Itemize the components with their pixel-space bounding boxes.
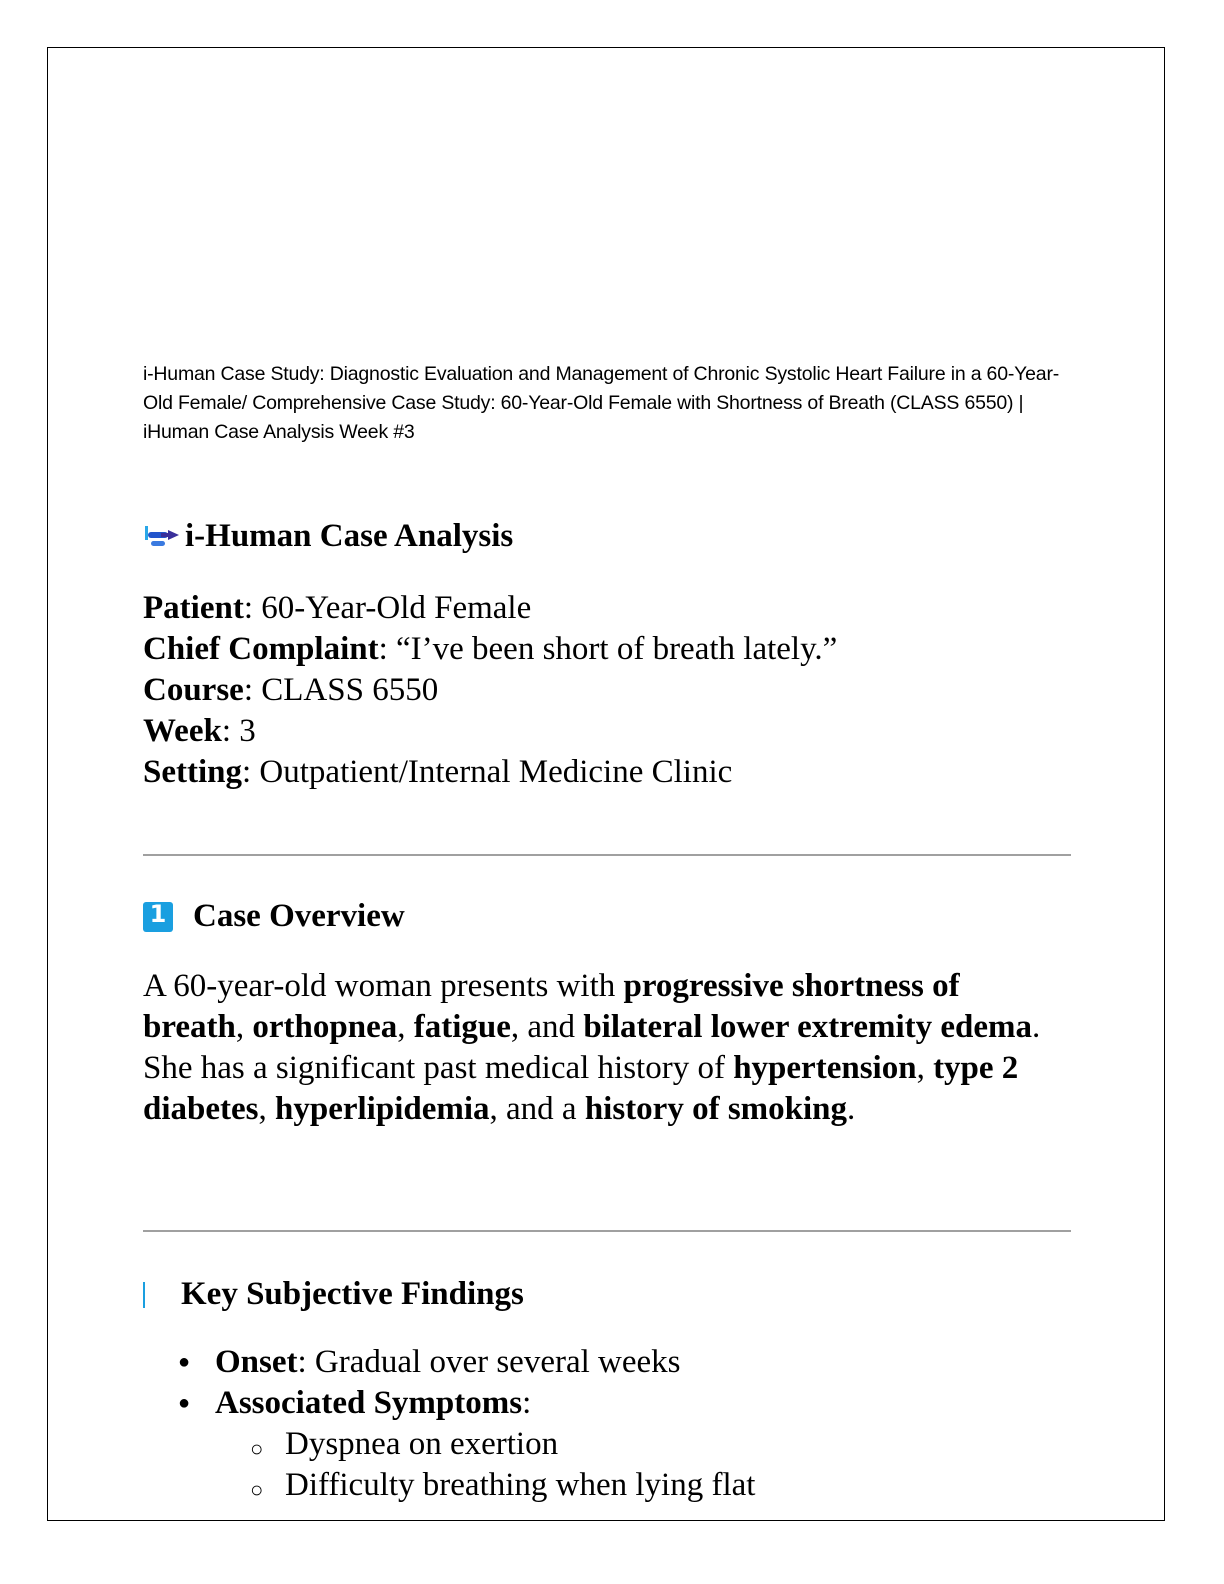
case-analysis-title — [143, 518, 513, 555]
emphasis-text: bilateral lower extremity edema — [583, 1009, 1033, 1045]
list-item — [143, 1383, 1063, 1424]
circle-bullet-icon: ○ — [250, 1477, 264, 1502]
meta-setting — [143, 752, 837, 793]
section-divider — [143, 854, 1071, 856]
sub-item-text: Dyspnea on exertion — [285, 1426, 559, 1462]
body-text: , — [397, 1009, 414, 1045]
sub-item-text: Difficulty breathing when lying flat — [285, 1467, 756, 1503]
keycap-one-icon — [143, 899, 173, 932]
body-text: , and a — [489, 1091, 585, 1127]
body-text: . She has a significant past medical history of — [143, 1009, 1041, 1086]
body-text: A 60-year-old woman presents with — [143, 968, 624, 1004]
emphasis-text: orthopnea — [252, 1009, 398, 1045]
meta-value: : Outpatient/Internal Medicine Clinic — [242, 754, 733, 790]
subjective-findings-list — [143, 1342, 1063, 1506]
emphasis-text: history of smoking — [584, 1091, 848, 1127]
meta-course — [143, 670, 837, 711]
meta-patient — [143, 588, 837, 629]
body-text: , — [235, 1009, 253, 1045]
circle-bullet-icon: ○ — [250, 1436, 264, 1461]
case-overview-heading — [143, 898, 405, 935]
emphasis-text: fatigue — [413, 1009, 511, 1045]
list-item — [143, 1342, 1063, 1383]
case-overview-paragraph — [143, 966, 1063, 1130]
body-text: , and — [510, 1009, 584, 1045]
patient-meta — [143, 588, 837, 793]
meta-label: Course — [143, 672, 244, 708]
body-text: . — [847, 1091, 856, 1127]
emphasis-text: hypertension — [733, 1050, 917, 1086]
section-marker-icon — [143, 1282, 145, 1308]
body-text: , — [916, 1050, 934, 1086]
item-label: Associated Symptoms — [215, 1385, 523, 1421]
sub-list-item — [143, 1465, 1063, 1506]
item-label: Onset — [215, 1344, 298, 1380]
meta-value: : “I’ve been short of breath lately.” — [378, 631, 838, 667]
meta-label: Week — [143, 713, 222, 749]
key-subjective-heading — [143, 1276, 524, 1313]
meta-value: : 3 — [221, 713, 256, 749]
case-overview-heading-text: Case Overview — [193, 898, 405, 934]
emphasis-text: type 2 diabetes — [143, 1050, 1019, 1127]
meta-label: Patient — [143, 590, 244, 626]
meta-week — [143, 711, 837, 752]
bullet-icon: ● — [178, 1351, 191, 1373]
key-subjective-heading-text: Key Subjective Findings — [181, 1276, 524, 1312]
section-divider — [143, 1230, 1071, 1232]
bullet-icon: ● — [178, 1392, 191, 1414]
title-text: i-Human Case Analysis — [185, 518, 514, 554]
item-value: : Gradual over several weeks — [297, 1344, 681, 1380]
meta-label: Setting — [143, 754, 242, 790]
body-text: , — [258, 1091, 275, 1127]
meta-value: : 60-Year-Old Female — [243, 590, 532, 626]
document-header: i-Human Case Study: Diagnostic Evaluation and Management of Chronic Systolic Heart Failure in a 60-Year-Old Female/ Comprehensive Case Study: 60-Year-Old Female with Shortness of Breath (CLASS 6550) | iHuman Case Analysis Week #3 — [143, 363, 1060, 443]
stethoscope-icon — [143, 522, 183, 552]
sub-list-item — [143, 1424, 1063, 1465]
meta-label: Chief Complaint — [143, 631, 379, 667]
keycap-label: 1 — [149, 899, 167, 928]
item-value: : — [522, 1385, 532, 1421]
emphasis-text: progressive shortness of breath — [143, 968, 960, 1045]
meta-chief-complaint — [143, 629, 837, 670]
meta-value: : CLASS 6550 — [243, 672, 439, 708]
emphasis-text: hyperlipidemia — [275, 1091, 490, 1127]
